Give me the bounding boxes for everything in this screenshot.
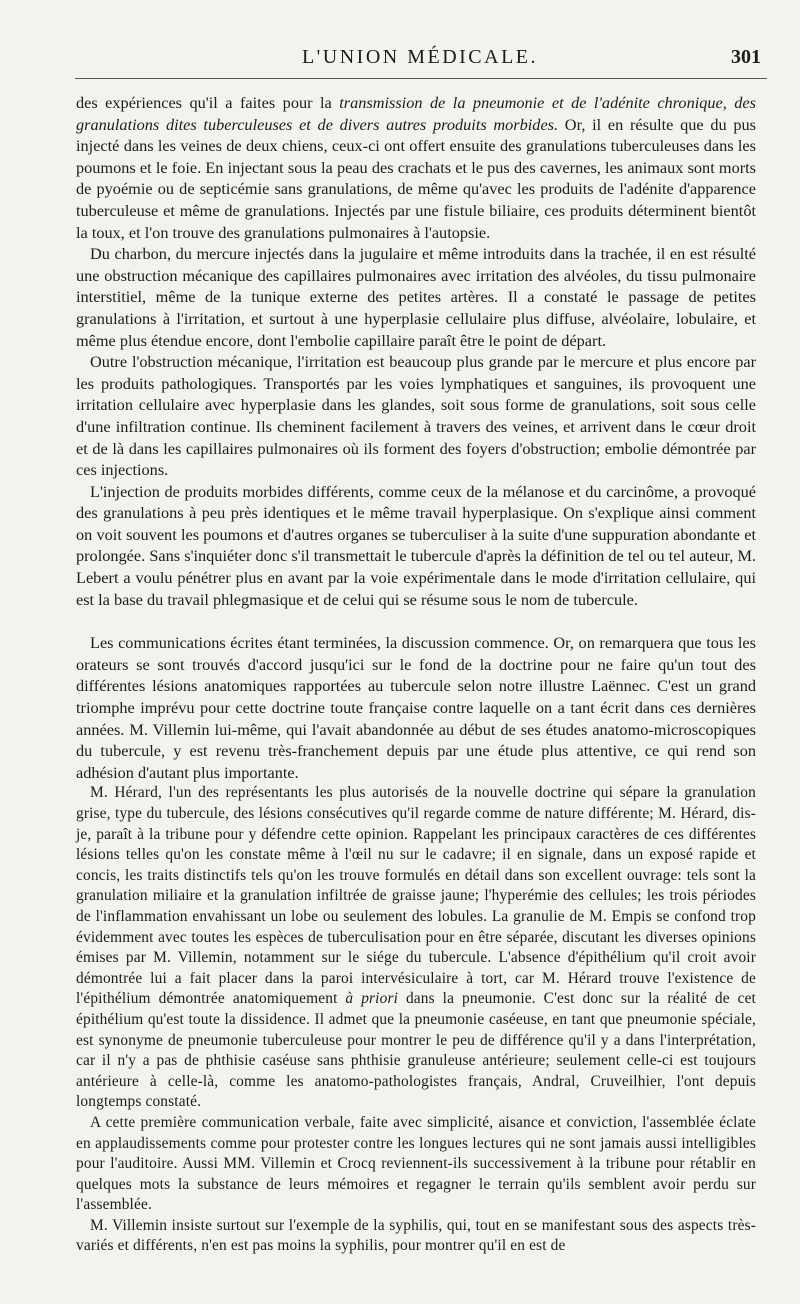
paragraph-text: A cette première communication verbale, faite avec simplicité, aisance et conviction, l'assemblée éclate en applaudissements comme pour protester contre les longues lectures qui ne sont jamais aussi intelligibles pour l'auditoire. Aussi MM. Villemin et Crocq reviennent-ils successivement à la tribune pour rétablir en quelques mots la substance de leurs mémoires et regagner le terrain qu'ils semblent avoir perdu sur l'assemblée. <box>76 1113 756 1214</box>
paragraph <box>76 1113 756 1216</box>
paragraph <box>76 351 756 481</box>
paragraph-text: des expériences qu'il a faites pour la <box>76 93 340 112</box>
paragraph <box>76 783 756 1113</box>
paragraph-text: Or, il en résulte que du pus injecté dans les veines de deux chiens, ceux-ci ont offert ensuite des granulations tuberculeuses dans les poumons et le foie. En injectant sous la peau des crachats et le pus des cavernes, les animaux sont morts de pyoémie ou de septicémie sans granulations, de même qu'avec les produits de l'adénite d'apparence tuberculeuse et même de granulations. Injectés par une fistule biliaire, ces produits déterminent bientôt la toux, et l'on trouve des granulations pulmonaires à l'autopsie. <box>76 114 756 242</box>
page-header <box>75 46 765 76</box>
paragraph-text: M. Villemin insiste surtout sur l'exemple de la syphilis, qui, tout en se manifestant sous des aspects très-variés et différents, n'en est pas moins la syphilis, pour montrer qu'il en est de <box>76 1216 756 1255</box>
paragraph-text: Outre l'obstruction mécanique, l'irritation est beaucoup plus grande par le mercure et plus encore par les produits pathologiques. Transportés par les voies lymphatiques et sanguines, ils provoquent une irritation cellulaire avec hyperplasie dans les glandes, soit sous forme de granulations, soit sous celle d'une infiltration continue. Ils cheminent facilement à travers des veines, et arrivent dans le cœur droit et de là dans les capillaires pulmonaires où ils forment des foyers d'obstruction; embolie démontrée par ces injections. <box>76 352 756 480</box>
paragraph <box>76 243 756 351</box>
header-rule <box>75 78 767 79</box>
running-title: L'UNION MÉDICALE. <box>301 46 539 68</box>
paragraph-text: L'injection de produits morbides différents, comme ceux de la mélanose et du carcinôme, a provoqué des granulations à peu près identiques et le même travail hyperplasique. On s'explique ainsi comment on voit souvent les poumons et d'autres organes se tuberculiser à la suite d'une suppuration abondante et prolongée. Sans s'inquiéter donc s'il transmettait le tubercule d'après la définition de tel ou tel auteur, M. Lebert a voulu pénétrer plus en avant par la voie expérimentale dans le mode d'irritation cellulaire, qui est la base du travail phlegmasique et de celui qui se résume sous le nom de tubercule. <box>76 481 756 609</box>
article-body <box>76 92 756 1257</box>
paragraph-italic-text: à priori <box>345 990 399 1008</box>
paragraph <box>76 1216 756 1257</box>
page-number: 301 <box>731 46 761 68</box>
paragraph-text: dans la pneumonie. C'est donc sur la réalité de cet épithélium qu'est toute la dissidence. Il admet que la pneumonie caséeuse, en tant que pneumonie spéciale, est synonyme de pneumonie tuberculeuse pour montrer le peu de différence qu'il y a dans l'interprétation, car il n'y a pas de phthisie caséuse sans phthisie granuleuse antérieure; seulement celle-ci est toujours antérieure à celle-là, comme les anatomo-pathologistes français, Andral, Cruveilhier, l'ont depuis longtemps constaté. <box>76 990 756 1111</box>
paragraph <box>76 632 756 783</box>
paragraph-text: Du charbon, du mercure injectés dans la jugulaire et même introduits dans la trachée, il en est résulté une obstruction mécanique des capillaires pulmonaires avec irritation des alvéoles, du tissu pulmonaire interstitiel, même de la tunique externe des petites artères. Il a constaté le passage de petites granulations à l'irritation, et surtout à une hyperplasie cellulaire plus diffuse, alvéolaire, lobulaire, et même plus étendue encore, dont l'embolie capillaire paraît être le point de départ. <box>76 244 756 350</box>
paragraph <box>76 481 756 611</box>
paragraph-text: Les communications écrites étant terminées, la discussion commence. Or, on remarquera que tous les orateurs se sont trouvés d'accord jusqu'ici sur le fond de la doctrine pour ne faire qu'un tout des différentes lésions anatomiques rapportées au tubercule selon notre illustre Laënnec. C'est un grand triomphe imprévu pour cette doctrine toute française contre laquelle on a tant écrit dans ces dernières années. M. Villemin lui-même, qui l'avait abandonnée au début de ses études anatomo-microscopiques du tubercule, y est revenu très-franchement depuis par une étude plus attentive, ce qui rend son adhésion d'autant plus importante. <box>76 633 756 782</box>
paragraph <box>76 92 756 243</box>
paragraph-text: M. Hérard, l'un des représentants les plus autorisés de la nouvelle doctrine qui sépare la granulation grise, type du tubercule, des lésions consécutives qu'il regarde comme de nature différente; M. Hérard, dis-je, paraît à la tribune pour y défendre cette opinion. Rappelant les principaux caractères de ces différentes lésions telles qu'on les constate même à l'œil nu sur le cadavre; il en signale, dans un exposé rapide et concis, les traits distinctifs tels qu'on les trouve formulés en détail dans son excellent ouvrage: tels sont la granulation miliaire et la granulation infiltrée de graisse jaune; l'hyperémie des cellules; les trois périodes de l'inflammation envahissant un lobe ou seulement des lobules. La granulie de M. Empis se confond trop évidemment avec toutes les espèces de tuberculisation pour en être séparée, discutant les diverses opinions émises par M. Villemin, notamment sur le siége du tubercule. L'absence d'épithélium qu'il croit avoir démontrée lui a fait placer dans la paroi intervésiculaire à tort, car M. Hérard trouve l'existence de l'épithélium démontrée anatomiquement <box>76 784 756 1008</box>
paragraph-italic-text: transmission de la pneumonie et de l'adénite chronique, des granulations dites tuberculeuses et de divers autres produits morbides. <box>76 93 756 134</box>
